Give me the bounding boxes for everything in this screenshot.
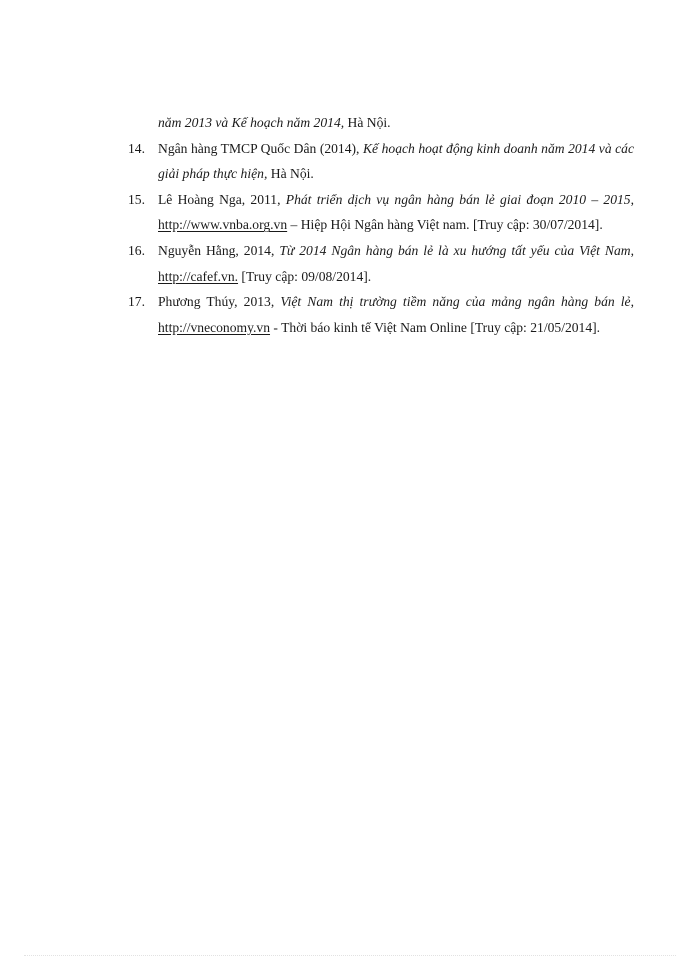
reference-separator: , xyxy=(630,191,634,207)
reference-body xyxy=(158,187,634,238)
reference-item-14 xyxy=(118,136,634,187)
reference-body xyxy=(158,110,634,136)
reference-link[interactable]: http://cafef.vn. xyxy=(158,268,239,284)
reference-item-16 xyxy=(118,238,634,289)
reference-link[interactable]: http://www.vnba.org.vn xyxy=(158,217,288,233)
reference-body xyxy=(158,136,634,187)
reference-body xyxy=(158,238,634,289)
reference-tail: Hà Nội. xyxy=(344,115,391,130)
reference-body xyxy=(158,289,634,340)
reference-item-17 xyxy=(118,289,634,340)
reference-number: 14. xyxy=(128,140,145,156)
reference-tail: [Truy cập: 09/08/2014]. xyxy=(238,268,372,284)
reference-number: 16. xyxy=(128,242,145,258)
reference-link[interactable]: http://vneconomy.vn xyxy=(158,319,271,335)
reference-number: 17. xyxy=(128,294,145,310)
reference-author: Nguyễn Hằng, 2014, xyxy=(158,242,280,258)
reference-tail: Hà Nội. xyxy=(267,166,314,182)
reference-number: 15. xyxy=(128,191,145,207)
reference-title: Kế hoạch hoạt động kinh doanh năm 2014 và các giải pháp thực hiện, xyxy=(158,140,634,182)
reference-continuation xyxy=(118,110,634,136)
reference-title: Phát triển dịch vụ ngân hàng bán lẻ giai đoạn 2010 – 2015 xyxy=(285,191,631,207)
reference-tail: – Hiệp Hội Ngân hàng Việt nam. [Truy cập: 30/07/2014]. xyxy=(287,217,603,233)
reference-title: Việt Nam thị trường tiềm năng của mảng ngân hàng bán lẻ xyxy=(280,294,631,310)
reference-author: Ngân hàng TMCP Quốc Dân (2014), xyxy=(158,140,363,156)
reference-tail: - Thời báo kinh tế Việt Nam Online [Truy cập: 21/05/2014]. xyxy=(270,319,601,335)
reference-title: Từ 2014 Ngân hàng bán lẻ là xu hướng tất yếu của Việt Nam xyxy=(279,242,631,258)
reference-author: Phương Thúy, 2013, xyxy=(158,294,281,310)
reference-separator: , xyxy=(630,294,634,310)
reference-author: Lê Hoàng Nga, 2011, xyxy=(158,191,286,207)
reference-title: năm 2013 và Kế hoạch năm 2014, xyxy=(158,115,345,130)
reference-separator: , xyxy=(630,242,634,258)
page-bottom-divider xyxy=(24,955,676,956)
reference-item-15 xyxy=(118,187,634,238)
reference-list xyxy=(118,110,634,340)
